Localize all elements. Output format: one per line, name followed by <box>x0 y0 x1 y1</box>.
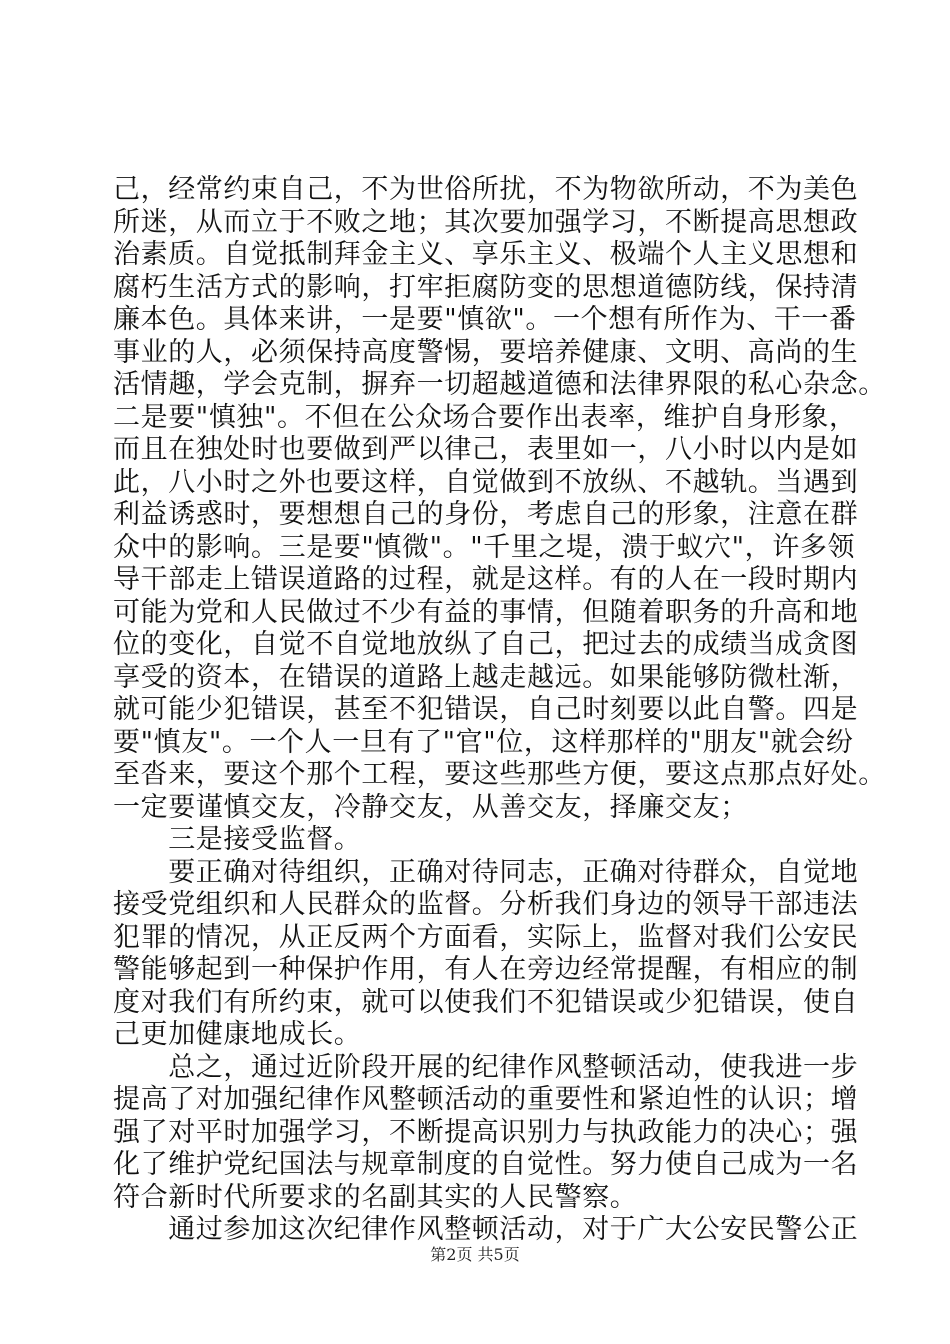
text-line: 要"慎友"。一个人一旦有了"官"位，这样那样的"朋友"就会纷 <box>113 726 854 758</box>
text-line: 所迷，从而立于不败之地；其次要加强学习，不断提高思想政 <box>113 206 859 238</box>
text-line: 活情趣，学会克制，摒弃一切超越道德和法律界限的私心杂念。 <box>113 369 886 400</box>
text-line: 符合新时代所要求的名副其实的人民警察。 <box>113 1181 638 1213</box>
text-line: 享受的资本，在错误的道路上越走越远。如果能够防微杜渐， <box>113 661 859 693</box>
text-line: 己，经常约束自己，不为世俗所扰，不为物欲所动，不为美色 <box>113 174 859 205</box>
text-line: 可能为党和人民做过不少有益的事情，但随着职务的升高和地 <box>113 596 859 628</box>
text-line: 此，八小时之外也要这样，自觉做到不放纵、不越轨。当遇到 <box>113 466 859 498</box>
text-line: 强了对平时加强学习，不断提高识别力与执政能力的决心；强 <box>113 1116 859 1148</box>
text-line: 事业的人，必须保持高度警惕，要培养健康、文明、高尚的生 <box>113 336 859 368</box>
text-line: 度对我们有所约束，就可以使我们不犯错误或少犯错误，使自 <box>113 986 859 1018</box>
text-line: 通过参加这次纪律作风整顿活动，对于广大公安民警公正 <box>113 1214 859 1245</box>
text-line: 警能够起到一种保护作用，有人在旁边经常提醒，有相应的制 <box>113 954 859 985</box>
text-line: 总之，通过近阶段开展的纪律作风整顿活动，使我进一步 <box>113 1051 859 1083</box>
text-line: 化了维护党纪国法与规章制度的自觉性。努力使自己成为一名 <box>113 1149 859 1180</box>
text-line: 而且在独处时也要做到严以律己，表里如一，八小时以内是如 <box>113 434 859 465</box>
text-line: 三是接受监督。 <box>113 824 362 855</box>
text-line: 二是要"慎独"。不但在公众场合要作出表率，维护自身形象， <box>113 401 857 433</box>
text-line: 导干部走上错误道路的过程，就是这样。有的人在一段时期内 <box>113 564 859 595</box>
text-line: 位的变化，自觉不自觉地放纵了自己，把过去的成绩当成贪图 <box>113 629 859 660</box>
text-line: 治素质。自觉抵制拜金主义、享乐主义、极端个人主义思想和 <box>113 239 859 270</box>
text-line: 腐朽生活方式的影响，打牢拒腐防变的思想道德防线，保持清 <box>113 271 859 303</box>
text-line: 提高了对加强纪律作风整顿活动的重要性和紧迫性的认识；增 <box>113 1084 859 1115</box>
text-line: 廉本色。具体来讲，一是要"慎欲"。一个想有所作为、干一番 <box>113 304 857 335</box>
text-line: 利益诱惑时，要想想自己的身份，考虑自己的形象，注意在群 <box>113 499 859 530</box>
text-line: 一定要谨慎交友，冷静交友，从善交友，择廉交友； <box>113 791 748 823</box>
text-line: 己更加健康地成长。 <box>113 1019 362 1050</box>
text-line: 接受党组织和人民群众的监督。分析我们身边的领导干部违法 <box>113 889 859 920</box>
page-number-footer: 第2页 共5页 <box>430 1245 520 1264</box>
text-line: 众中的影响。三是要"慎微"。"千里之堤，溃于蚁穴"，许多领 <box>113 531 856 563</box>
text-line: 就可能少犯错误，甚至不犯错误，自己时刻要以此自警。四是 <box>113 694 859 725</box>
text-line: 要正确对待组织，正确对待同志，正确对待群众，自觉地 <box>113 856 859 888</box>
text-line: 犯罪的情况，从正反两个方面看，实际上，监督对我们公安民 <box>113 921 859 953</box>
text-line: 至沓来，要这个那个工程，要这些那些方便，要这点那点好处。 <box>113 759 886 790</box>
body-text <box>113 174 886 1247</box>
